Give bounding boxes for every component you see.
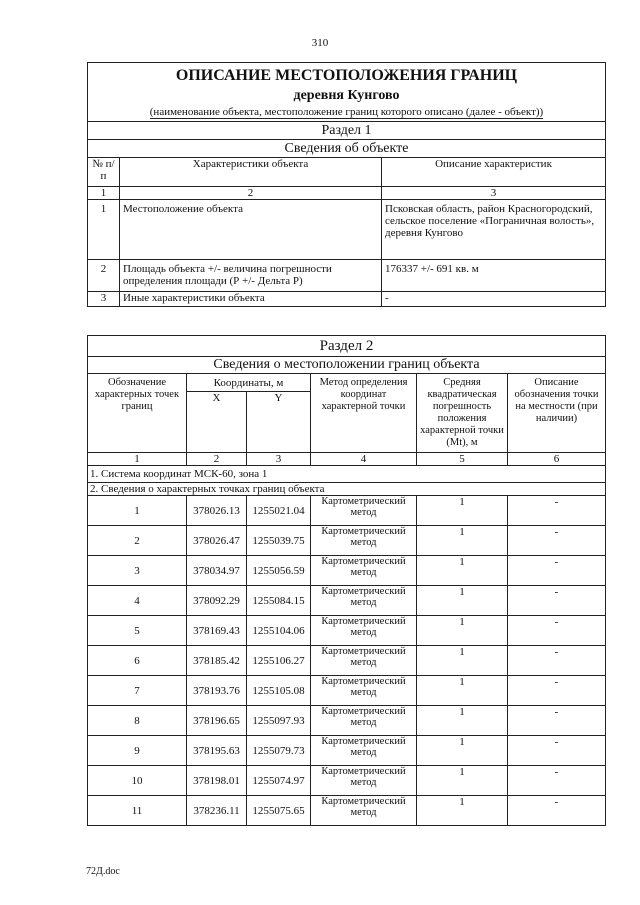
point-y: 1255084.15	[247, 586, 311, 616]
object-name-caption: (наименование объекта, местоположение границ которого описано (далее - объект))	[149, 106, 544, 118]
point-method: Картометрический метод	[311, 646, 417, 676]
point-x: 378196.65	[187, 706, 247, 736]
point-y: 1255074.97	[247, 766, 311, 796]
table-row	[88, 736, 606, 766]
row-description: 176337 +/- 691 кв. м	[382, 260, 606, 292]
boundary-points-table	[87, 335, 606, 826]
point-x: 378193.76	[187, 676, 247, 706]
point-number: 11	[88, 796, 187, 826]
point-description: -	[508, 676, 606, 706]
point-accuracy: 1	[417, 556, 508, 586]
table-row	[88, 796, 606, 826]
point-description: -	[508, 646, 606, 676]
point-method: Картометрический метод	[311, 586, 417, 616]
point-x: 378198.01	[187, 766, 247, 796]
coordinate-system: 1. Система координат МСК-60, зона 1	[88, 466, 606, 483]
object-name: деревня Кунгово	[293, 88, 400, 103]
point-y: 1255021.04	[247, 496, 311, 526]
col-number-1: 1	[88, 453, 187, 466]
col-number-2: 2	[120, 187, 382, 200]
point-description: -	[508, 796, 606, 826]
point-y: 1255039.75	[247, 526, 311, 556]
table-row	[88, 646, 606, 676]
page-number: 310	[311, 37, 329, 49]
point-accuracy: 1	[417, 796, 508, 826]
table-row	[88, 292, 606, 307]
point-number: 3	[88, 556, 187, 586]
table-row	[88, 586, 606, 616]
row-number: 3	[88, 292, 120, 307]
col-number-2: 2	[187, 453, 247, 466]
section2-title: Сведения о местоположении границ объекта	[88, 357, 606, 374]
point-y: 1255079.73	[247, 736, 311, 766]
point-description: -	[508, 496, 606, 526]
document-title: ОПИСАНИЕ МЕСТОПОЛОЖЕНИЯ ГРАНИЦ	[175, 67, 518, 84]
points-title: 2. Сведения о характерных точках границ объекта	[88, 483, 606, 496]
point-x: 378185.42	[187, 646, 247, 676]
point-accuracy: 1	[417, 616, 508, 646]
point-description: -	[508, 526, 606, 556]
row-number: 1	[88, 200, 120, 260]
table-row	[88, 496, 606, 526]
point-accuracy: 1	[417, 736, 508, 766]
point-y: 1255097.93	[247, 706, 311, 736]
point-accuracy: 1	[417, 586, 508, 616]
point-number: 1	[88, 496, 187, 526]
document-header	[88, 63, 606, 122]
row-characteristic: Иные характеристики объекта	[120, 292, 382, 307]
point-number: 4	[88, 586, 187, 616]
point-x: 378026.13	[187, 496, 247, 526]
point-method: Картометрический метод	[311, 766, 417, 796]
table-row	[88, 766, 606, 796]
col-number-1: 1	[88, 187, 120, 200]
point-method: Картометрический метод	[311, 616, 417, 646]
point-number: 2	[88, 526, 187, 556]
point-number: 5	[88, 616, 187, 646]
col-header-point: Обозначение характерных точек границ	[88, 374, 187, 453]
point-accuracy: 1	[417, 706, 508, 736]
point-method: Картометрический метод	[311, 526, 417, 556]
row-number: 2	[88, 260, 120, 292]
point-method: Картометрический метод	[311, 676, 417, 706]
point-number: 8	[88, 706, 187, 736]
point-method: Картометрический метод	[311, 556, 417, 586]
point-number: 9	[88, 736, 187, 766]
object-info-table	[87, 62, 606, 307]
point-accuracy: 1	[417, 676, 508, 706]
point-description: -	[508, 586, 606, 616]
point-x: 378092.29	[187, 586, 247, 616]
point-number: 10	[88, 766, 187, 796]
point-x: 378034.97	[187, 556, 247, 586]
table-row	[88, 200, 606, 260]
col-header-method: Метод определения координат характерной точки	[311, 374, 417, 453]
col-header-characteristic: Характеристики объекта	[120, 158, 382, 187]
point-method: Картометрический метод	[311, 496, 417, 526]
section1-label: Раздел 1	[88, 122, 606, 140]
col-number-3: 3	[382, 187, 606, 200]
row-characteristic: Площадь объекта +/- величина погрешности определения площади (Р +/- Дельта Р)	[120, 260, 382, 292]
col-header-x: X	[187, 392, 247, 453]
point-accuracy: 1	[417, 526, 508, 556]
point-y: 1255104.06	[247, 616, 311, 646]
footer-filename: 72Д.doc	[86, 866, 120, 877]
point-accuracy: 1	[417, 646, 508, 676]
table-row	[88, 556, 606, 586]
row-description: Псковская область, район Красногородский, сельское поселение «Пограничная волость», деревня Кунгово	[382, 200, 606, 260]
point-x: 378195.63	[187, 736, 247, 766]
col-number-3: 3	[247, 453, 311, 466]
col-header-description: Описание характеристик	[382, 158, 606, 187]
point-number: 7	[88, 676, 187, 706]
point-x: 378236.11	[187, 796, 247, 826]
point-y: 1255056.59	[247, 556, 311, 586]
col-header-y: Y	[247, 392, 311, 453]
point-description: -	[508, 616, 606, 646]
point-description: -	[508, 766, 606, 796]
col-number-5: 5	[417, 453, 508, 466]
col-header-description: Описание обозначения точки на местности (при наличии)	[508, 374, 606, 453]
point-description: -	[508, 736, 606, 766]
table-row	[88, 526, 606, 556]
table-row	[88, 616, 606, 646]
point-method: Картометрический метод	[311, 706, 417, 736]
point-y: 1255105.08	[247, 676, 311, 706]
table-row	[88, 676, 606, 706]
point-method: Картометрический метод	[311, 796, 417, 826]
col-header-coords: Координаты, м	[187, 374, 311, 392]
section2-label: Раздел 2	[88, 336, 606, 357]
col-number-6: 6	[508, 453, 606, 466]
point-description: -	[508, 706, 606, 736]
point-y: 1255106.27	[247, 646, 311, 676]
point-number: 6	[88, 646, 187, 676]
col-number-4: 4	[311, 453, 417, 466]
point-y: 1255075.65	[247, 796, 311, 826]
point-method: Картометрический метод	[311, 736, 417, 766]
table-row	[88, 260, 606, 292]
col-header-accuracy: Средняя квадратическая погрешность положения характерной точки (Mt), м	[417, 374, 508, 453]
row-characteristic: Местоположение объекта	[120, 200, 382, 260]
point-accuracy: 1	[417, 496, 508, 526]
point-x: 378169.43	[187, 616, 247, 646]
table-row	[88, 706, 606, 736]
point-description: -	[508, 556, 606, 586]
col-header-number: № п/п	[88, 158, 120, 187]
point-accuracy: 1	[417, 766, 508, 796]
section1-title: Сведения об объекте	[88, 140, 606, 158]
row-description: -	[382, 292, 606, 307]
point-x: 378026.47	[187, 526, 247, 556]
